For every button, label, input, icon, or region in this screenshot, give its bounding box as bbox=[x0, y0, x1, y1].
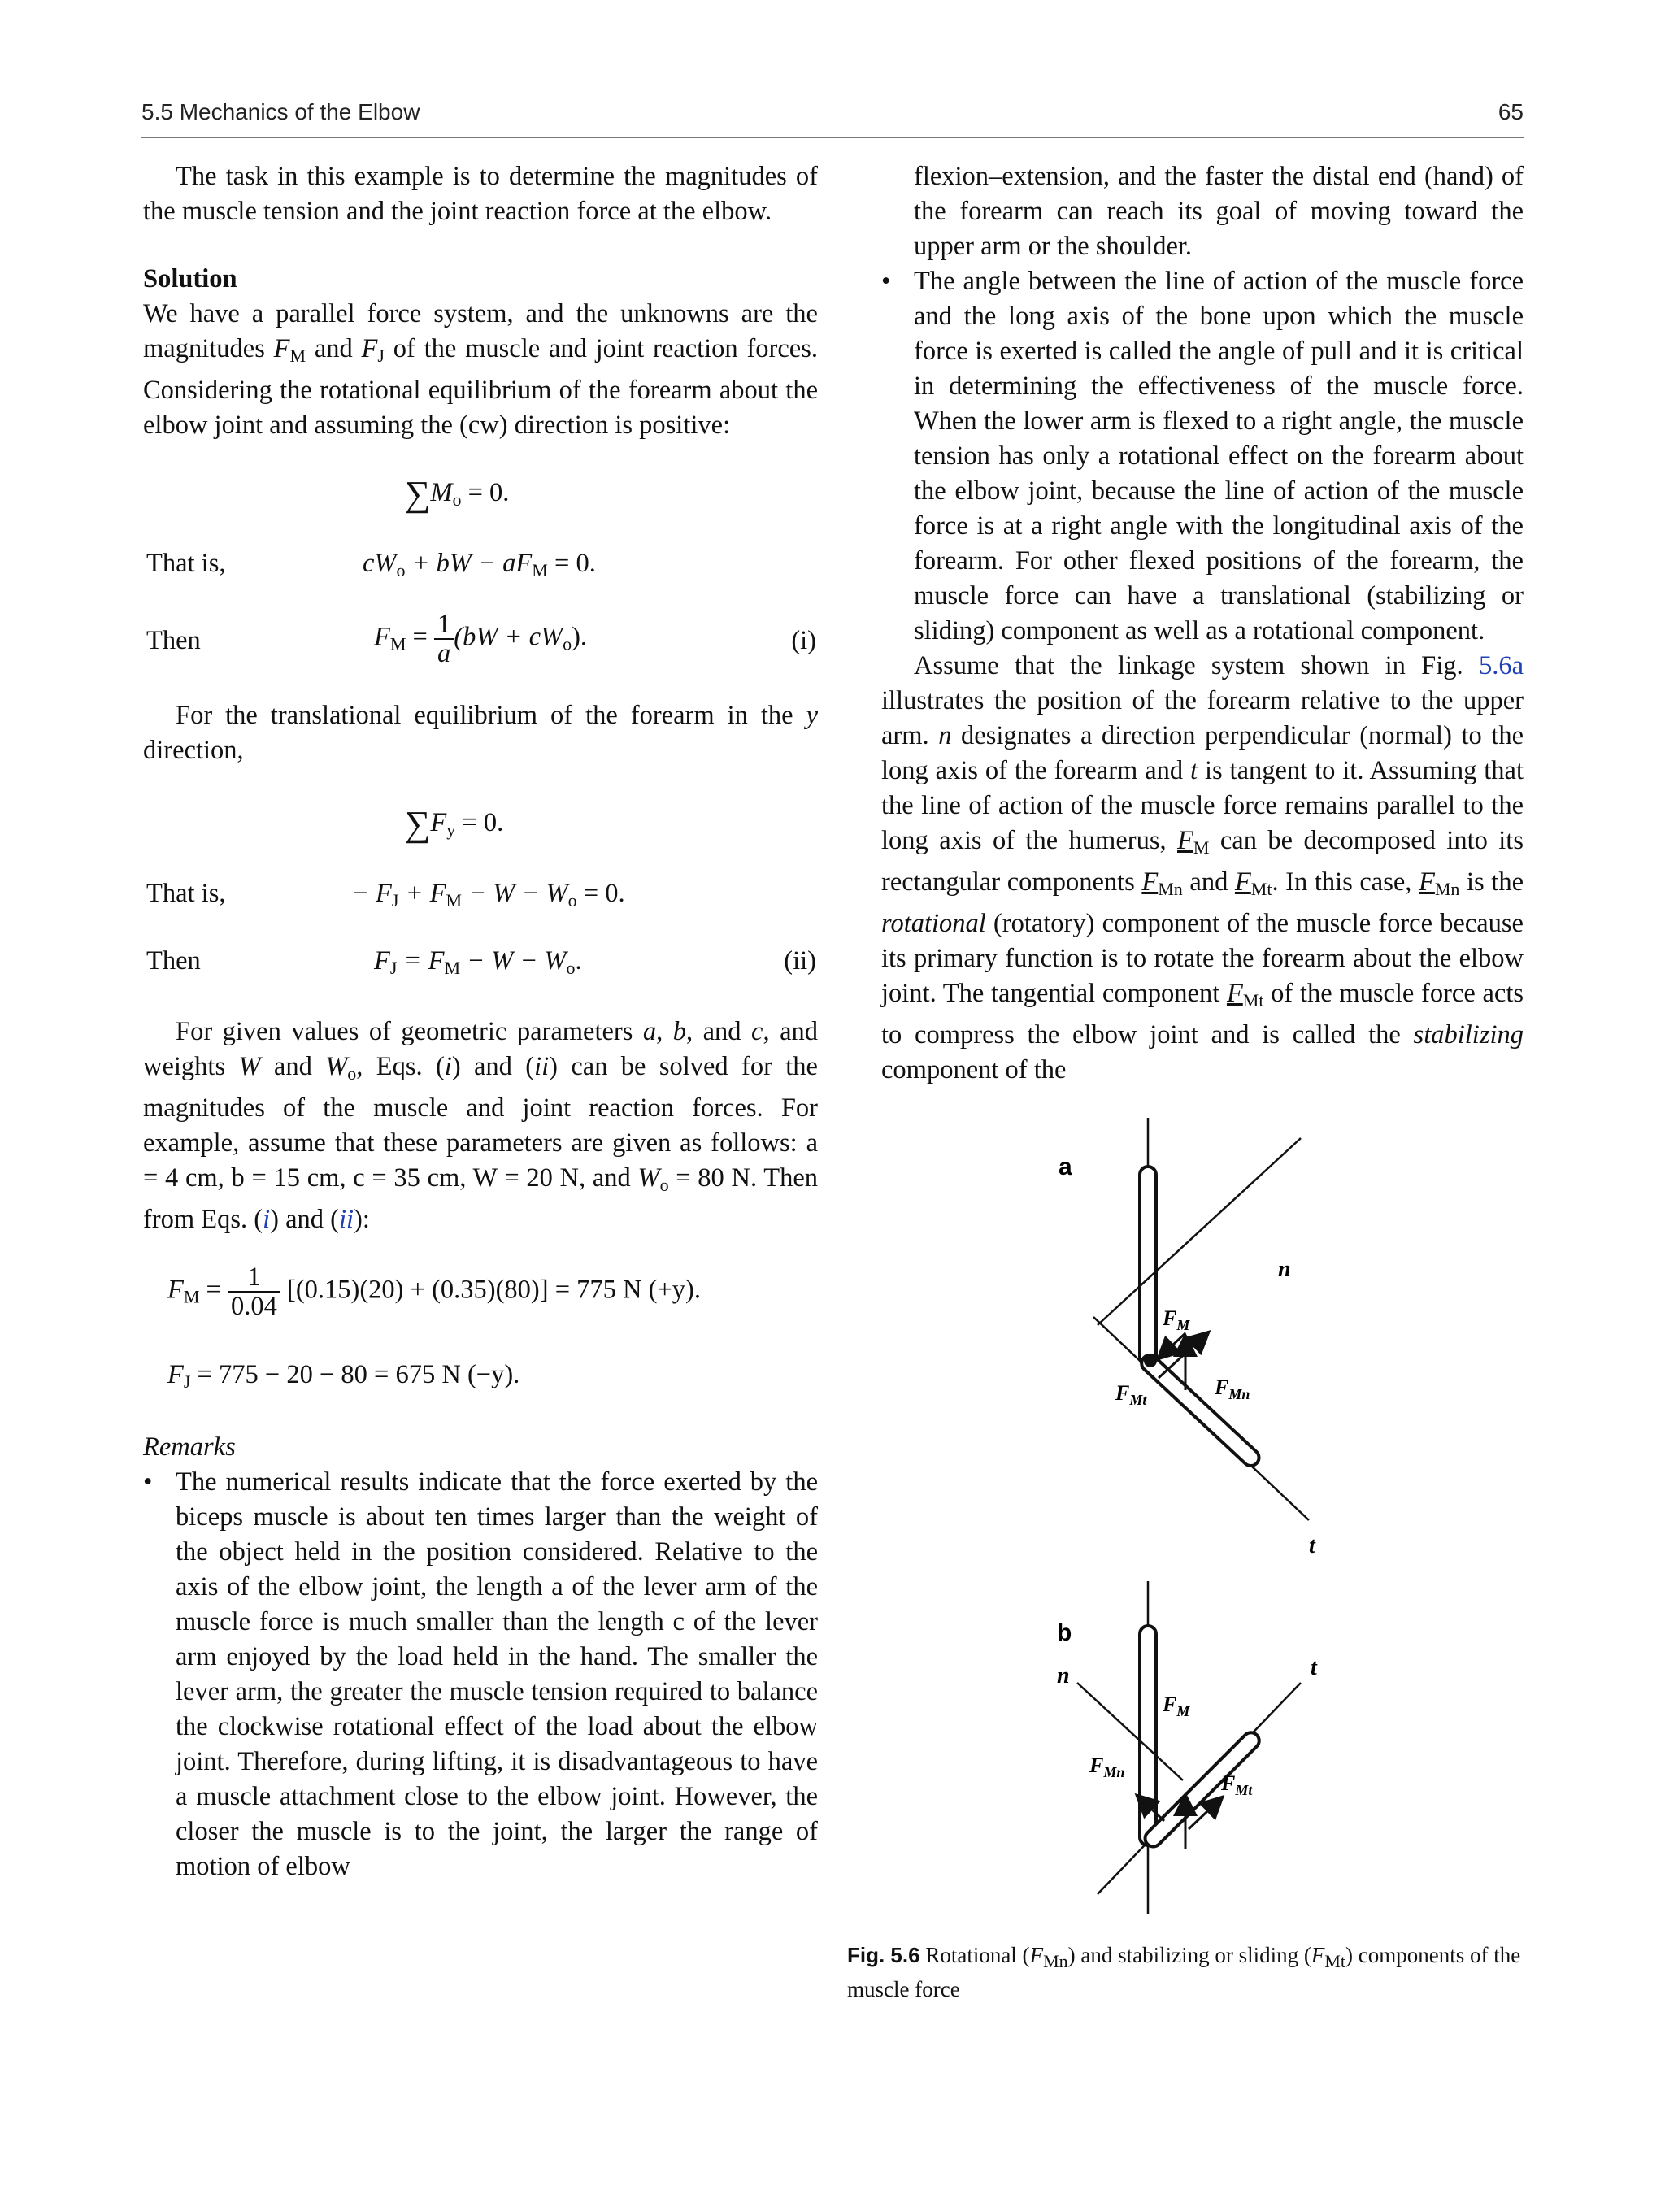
given-values-paragraph: For given values of geometric parameters a, b, and c, and weights W and $W_o$, Eqs. (i) and (ii) can be solved for the magnitudes of the muscle and joint reaction forces. For example, assume that these parameters are given as follows: a = 4 cm, b = 15 cm, c = 35 cm, W = 20 N, and $W_o = 80$ N. Then from Eqs. (i) and (ii): bbox=[143, 1017, 818, 1234]
result-muscle-force: $F_M$ = $\frac{1}{0.04}$ [(0.15)(20) + (0.35)(80)] = 775 N (+y). bbox=[167, 1262, 701, 1321]
intro-paragraph: The task in this example is to determine the magnitudes of the muscle tension and the joint reaction force at the elbow. bbox=[143, 162, 818, 226]
elbow-joint bbox=[1144, 1354, 1157, 1367]
eq-link-i[interactable]: i bbox=[263, 1205, 271, 1234]
figure-link-5-6a[interactable]: 5.6a bbox=[1478, 651, 1524, 680]
linkage-paragraph: Assume that the linkage system shown in Fig. 5.6a illustrates the position of the forearm relative to the upper arm. n designates a direction perpendicular (normal) to the long axis of the forearm and t is tangent to it. Assuming that the line of action of the muscle force remains parallel to the long axis of the humerus, $F_M$ can be decomposed into its rectangular components $F_{Mn}$ and $F_{Mt}$. In this case, $F_{Mn}$ is the rotational (rotatory) component of the muscle force because its primary function is to rotate the forearm about the elbow joint. The tangential component $F_{Mt}$ of the muscle force acts to compress the elbow joint and is called the stabilizing component of the bbox=[881, 651, 1524, 1084]
fmn-arrow bbox=[1159, 1333, 1207, 1378]
remarks-list-continued bbox=[881, 159, 1524, 649]
n-label-a: n bbox=[1278, 1257, 1291, 1282]
equation-forces-expanded: That is, − $F_J + F_M - W - W_o = 0$. bbox=[146, 879, 625, 910]
panel-a-label: a bbox=[1059, 1154, 1072, 1180]
panel-b-label: b bbox=[1057, 1619, 1072, 1646]
fmn-label-a: $F_{Mn}$ bbox=[1215, 1375, 1250, 1402]
normal-axis-line bbox=[1098, 1138, 1301, 1325]
fmn-label-b: $F_{Mn}$ bbox=[1089, 1754, 1125, 1780]
remarks-list bbox=[143, 1465, 818, 1884]
fmt-label-b: $F_{Mt}$ bbox=[1221, 1771, 1253, 1798]
figure-caption-label: Fig. 5.6 bbox=[847, 1943, 920, 1967]
equation-ii: Then $F_J = F_M - W - W_o$. (ii) bbox=[143, 944, 818, 979]
solution-paragraph: We have a parallel force system, and the unknowns are the magnitudes $F_M$ and $F_J$ of the muscle and joint reaction forces. Considering the rotational equilibrium of the forearm about the elbow joint and assuming the (cw) direction is positive: bbox=[143, 299, 818, 440]
section-title: 5.5 Mechanics of the Elbow bbox=[141, 99, 420, 124]
fm-label-b: $F_M$ bbox=[1163, 1693, 1190, 1719]
result-joint-force: $F_J = 775 - 20 - 80 = 675$ N (−y). bbox=[167, 1360, 520, 1392]
equation-sum-moments: $\sum M_o = 0$. bbox=[405, 474, 510, 514]
remark-item: • The angle between the line of action of the muscle force and the long axis of the bone upon which the muscle force is exerted is called the angle of pull and it is critical in determining the effectiveness of the muscle force. When the lower arm is flexed to a right angle, the muscle tension has only a rotational effect on the forearm about the elbow joint, because the line of action of the muscle force is at a right angle with the longitudinal axis of the forearm. For other flexed positions of the forearm, the muscle force can have a translational (stabilizing or sliding) component as well as a rotational component. bbox=[881, 267, 1524, 645]
fmt-arrow bbox=[1159, 1333, 1185, 1358]
forearm-bone bbox=[1138, 1352, 1263, 1469]
humerus-bone bbox=[1140, 1167, 1156, 1366]
remark-item-continued: flexion–extension, and the faster the distal end (hand) of the forearm can reach its goal of moving toward the upper arm or the shoulder. bbox=[914, 162, 1524, 261]
figure-5-6 bbox=[1008, 1114, 1415, 1927]
n-label-b: n bbox=[1057, 1663, 1070, 1688]
fmt-label-a: $F_{Mt}$ bbox=[1115, 1381, 1147, 1408]
equation-tag-i: (i) bbox=[791, 626, 816, 655]
t-label-a: t bbox=[1309, 1533, 1315, 1558]
equation-i: Then $F_M$ = $\frac{1}{a}$ $(bW + cW_o)$. (i) bbox=[146, 610, 816, 668]
fm-label-a: $F_M$ bbox=[1163, 1306, 1190, 1333]
page-number: 65 bbox=[1498, 99, 1524, 124]
equation-sum-forces: $\sum F_y = 0$. bbox=[405, 804, 504, 844]
running-header bbox=[141, 96, 1524, 138]
equation-tag-ii: (ii) bbox=[784, 946, 816, 976]
t-label-b: t bbox=[1311, 1655, 1317, 1680]
remarks-heading: Remarks bbox=[143, 1432, 236, 1462]
solution-heading: Solution bbox=[143, 264, 237, 293]
panel-a bbox=[1059, 1118, 1316, 1558]
remark-item: • The numerical results indicate that the force exerted by the biceps muscle is about ten times larger than the weight of the object held in the position considered. Relative to the axis of the elbow joint, the length a of the lever arm of the muscle force is much smaller than the length c of the lever arm enjoyed by the load held in the hand. The smaller the lever arm, the greater the muscle tension required to balance the clockwise rotational effect of the load about the elbow joint. Therefore, during lifting, it is disadvantageous to have a muscle attachment close to the elbow joint. However, the closer the muscle is to the joint, the larger the range of motion of elbow bbox=[143, 1467, 818, 1881]
left-column bbox=[143, 159, 818, 1884]
eq-link-ii[interactable]: ii bbox=[338, 1205, 354, 1234]
translational-paragraph: For the translational equilibrium of the forearm in the y direction, bbox=[143, 701, 818, 765]
figure-caption: Fig. 5.6 Rotational $(F_{Mn})$ and stabilizing or sliding $(F_{Mt})$ components of the muscle force bbox=[847, 1943, 1521, 2001]
panel-b bbox=[1057, 1581, 1318, 1914]
right-column bbox=[881, 159, 1524, 1088]
equation-moments-expanded: That is, $cW_o$ + bW − $aF_M = 0$. bbox=[146, 549, 596, 580]
